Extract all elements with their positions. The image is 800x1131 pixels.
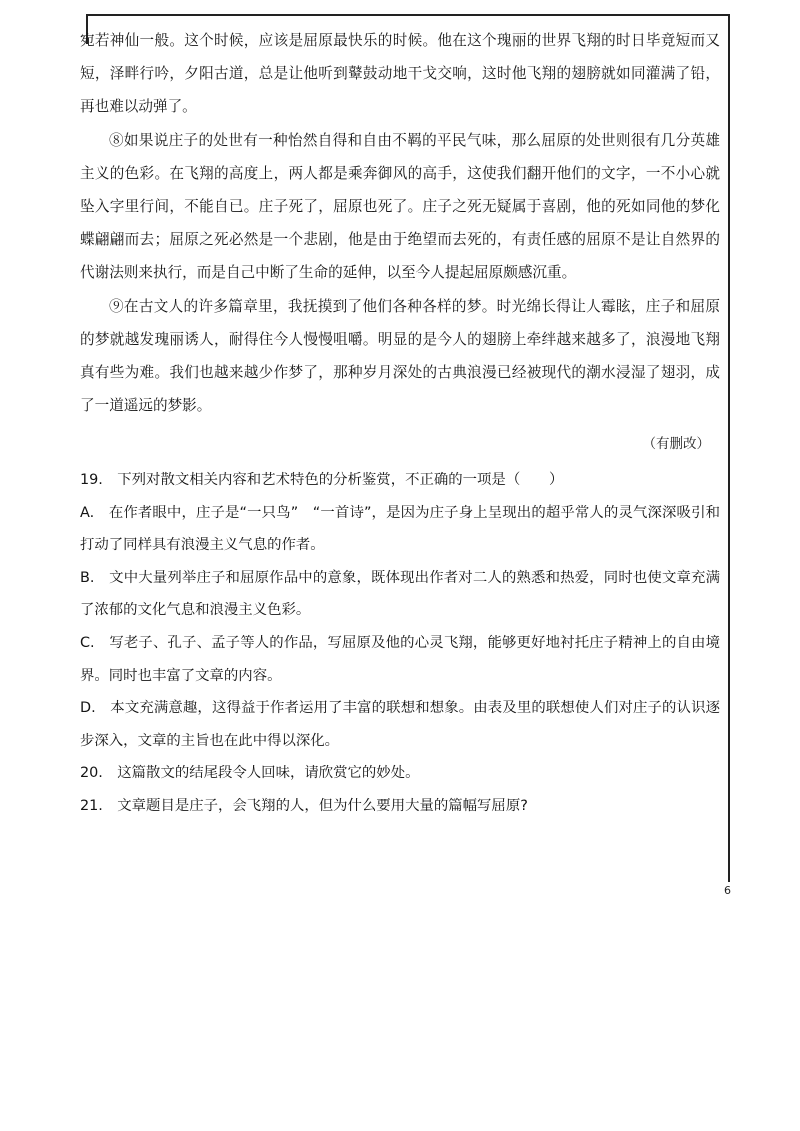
question-19-option-d: D. 本文充满意趣，这得益于作者运用了丰富的联想和想象。由表及里的联想使人们对庄子的认识逐步深入，文章的主旨也在此中得以深化。: [80, 700, 720, 749]
page-border-right: [728, 14, 730, 882]
article-paragraph: 宛若神仙一般。这个时候，应该是屈原最快乐的时候。他在这个瑰丽的世界飞翔的时日毕竟短而又短，泽畔行吟，夕阳古道，总是让他听到鼙鼓动地干戈交响，这时他飞翔的翅膀就如同灌满了铅，再也难以动弹了。: [80, 32, 720, 116]
article-text: [80, 24, 720, 422]
article-paragraph: ⑧如果说庄子的处世有一种怡然自得和自由不羁的平民气味，那么屈原的处世则很有几分英雄主义的色彩。在飞翔的高度上，两人都是乘奔御风的高手，这使我们翻开他们的文字，一不小心就坠入字里行间，不能自已。庄子死了，屈原也死了。庄子之死无疑属于喜剧，他的死如同他的梦化蝶翩翩而去；屈原之死必然是一个悲剧，他是由于绝望而去死的，有责任感的屈原不是让自然界的代谢法则来执行，而是自己中断了生命的延伸，以至今人提起屈原颇感沉重。: [80, 131, 720, 282]
question-19-option-b: B. 文中大量列举庄子和屈原作品中的意象，既体现出作者对二人的熟悉和热爱，同时也使文章充满了浓郁的文化气息和浪漫主义色彩。: [80, 569, 720, 619]
question-21: 21. 文章题目是庄子，会飞翔的人，但为什么要用大量的篇幅写屈原?: [80, 797, 528, 814]
question-19-title: 19. 下列对散文相关内容和艺术特色的分析鉴赏，不正确的一项是（ ）: [80, 472, 564, 488]
page-border-top: [86, 14, 730, 16]
question-19-option-a: A. 在作者眼中，庄子是“一只鸟” “一首诗”，是因为庄子身上呈现出的超乎常人的灵气深深吸引和打动了同样具有浪漫主义气息的作者。: [80, 504, 720, 554]
question-19-option-c: C. 写老子、孔子、孟子等人的作品，写屈原及他的心灵飞翔，能够更好地衬托庄子精神上的自由境界。同时也丰富了文章的内容。: [80, 634, 720, 684]
source-note: （有删改）: [642, 436, 710, 452]
page-number: 6: [724, 884, 731, 897]
article-paragraph: ⑨在古文人的许多篇章里，我抚摸到了他们各种各样的梦。时光绵长得让人霉眩，庄子和屈原的梦就越发瑰丽诱人，耐得住今人慢慢咀嚼。明显的是今人的翅膀上牵绊越来越多了，浪漫地飞翔真有些为难。我们也越来越少作梦了，那种岁月深处的古典浪漫已经被现代的潮水浸湿了翅羽，成了一道遥远的梦影。: [80, 297, 720, 415]
question-20: 20. 这篇散文的结尾段令人回味，请欣赏它的妙处。: [80, 765, 420, 782]
questions-section: [80, 464, 720, 823]
